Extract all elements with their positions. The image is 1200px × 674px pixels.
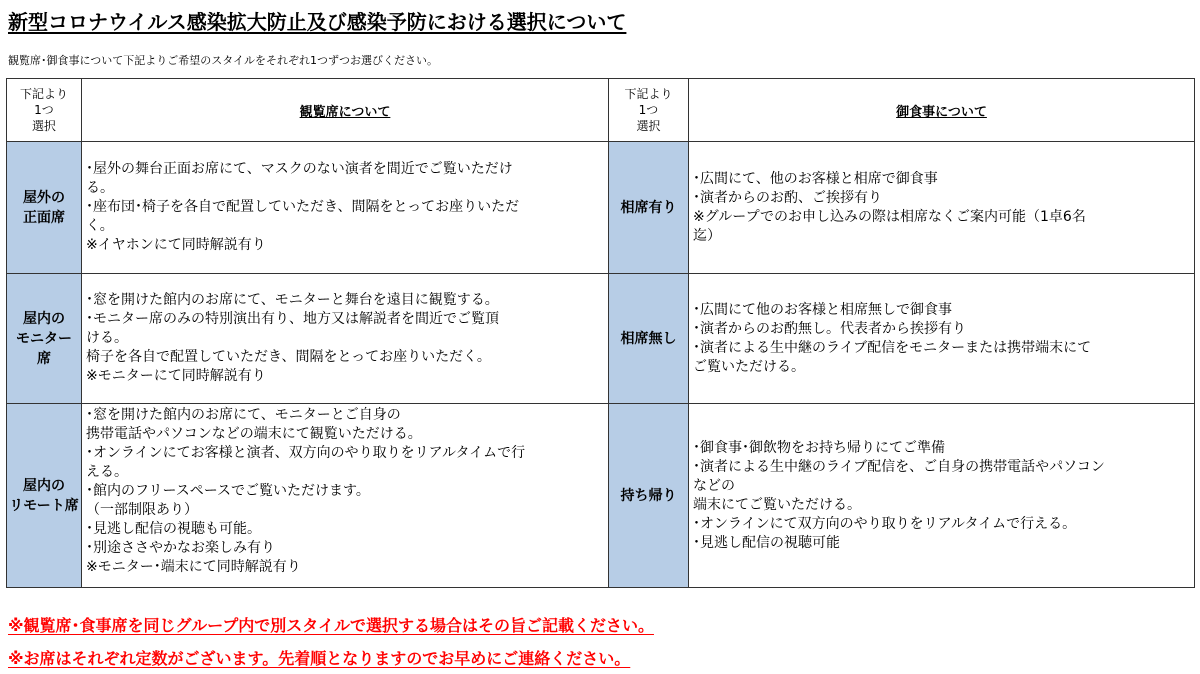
description-line: ※モニターにて同時解説有り <box>86 368 266 384</box>
description-line: ･見逃し配信の視聴も可能。 <box>86 521 261 537</box>
description-line: く。 <box>86 218 114 234</box>
description-line: ※モニター･端末にて同時解説有り <box>86 559 301 575</box>
table-header-row <box>7 79 1195 142</box>
description-line: ･座布団･椅子を各自で配置していただき、間隔をとってお座りいただ <box>86 199 520 215</box>
description-line: ご覧いただける。 <box>693 358 805 375</box>
description-line: ･演者による生中継のライブ配信を、ご自身の携帯電話やパソコン <box>693 458 1105 475</box>
seat-label: モニター <box>16 330 72 347</box>
dining-option-takeout: 持ち帰り <box>609 404 689 588</box>
dining-description <box>689 142 1195 274</box>
seat-option-outdoor-front <box>7 142 82 274</box>
seat-description <box>82 274 609 404</box>
dining-description <box>689 404 1195 588</box>
header-text: 1つ <box>638 103 659 117</box>
description-line: る。 <box>86 180 114 196</box>
description-line: ･屋外の舞台正面お席にて、マスクのない演者を間近でご覧いただけ <box>86 161 513 177</box>
notice-different-style: ※観覧席･食事席を同じグループ内で別スタイルで選択する場合はその旨ご記載ください。 <box>8 616 654 635</box>
description-line: ･広間にて、他のお客様と相席で御食事 <box>693 170 938 187</box>
description-line: 迄） <box>693 227 721 244</box>
seat-option-indoor-monitor <box>7 274 82 404</box>
select-one-header-right <box>609 79 689 142</box>
seat-label: 屋内の <box>23 310 65 327</box>
header-text: 選択 <box>31 119 56 133</box>
seat-label: リモート席 <box>9 497 79 514</box>
description-line: ･広間にて他のお客様と相席無しで御食事 <box>693 301 952 318</box>
description-line: ･別途ささやかなお楽しみ有り <box>86 540 275 556</box>
dining-option-shared-table: 相席有り <box>609 142 689 274</box>
description-line: （一部制限あり） <box>86 502 198 518</box>
selection-table <box>6 78 1195 588</box>
description-line: ※イヤホンにて同時解説有り <box>86 237 266 253</box>
description-line: 携帯電話やパソコンなどの端末にて観覧いただける。 <box>86 426 422 442</box>
seat-label: 屋内の <box>23 477 65 494</box>
select-one-header-left <box>7 79 82 142</box>
dining-option-no-shared-table: 相席無し <box>609 274 689 404</box>
header-text: 下記より <box>19 87 68 101</box>
description-line: ･窓を開けた館内のお席にて、モニターと舞台を遠目に観覧する。 <box>86 292 499 308</box>
description-line: ･モニター席のみの特別演出有り、地方又は解説者を間近でご覧頂 <box>86 311 499 327</box>
page-instruction: 観覧席･御食事について下記よりご希望のスタイルをそれぞれ1つずつお選びください。 <box>8 54 439 67</box>
description-line: ･演者からのお酌無し。代表者から挨拶有り <box>693 320 966 337</box>
description-line: ･御食事･御飲物をお持ち帰りにてご準備 <box>693 439 945 456</box>
description-line: ･窓を開けた館内のお席にて、モニターとご自身の <box>86 407 401 423</box>
dining-header: 御食事について <box>689 79 1195 142</box>
description-line: ける。 <box>86 330 128 346</box>
table-row <box>7 404 1195 588</box>
table-row <box>7 142 1195 274</box>
description-line: ･見逃し配信の視聴可能 <box>693 534 840 551</box>
viewing-seat-header: 観覧席について <box>82 79 609 142</box>
description-line: ･演者からのお酌、ご挨拶有り <box>693 189 882 206</box>
description-line: ･オンラインにて双方向のやり取りをリアルタイムで行える。 <box>693 515 1077 532</box>
description-line: 端末にてご覧いただける。 <box>693 496 861 513</box>
seat-description <box>82 142 609 274</box>
description-line: ※グループでのお申し込みの際は相席なくご案内可能（1卓6名 <box>693 208 1086 225</box>
page-title: 新型コロナウイルス感染拡大防止及び感染予防における選択について <box>8 10 627 34</box>
description-line: などの <box>693 477 735 494</box>
seat-description <box>82 404 609 588</box>
description-line: 椅子を各自で配置していただき、間隔をとってお座りいただく。 <box>86 349 491 365</box>
description-line: える。 <box>86 464 128 480</box>
header-text: 1つ <box>34 103 54 117</box>
dining-description <box>689 274 1195 404</box>
table-row <box>7 274 1195 404</box>
description-line: ･館内のフリースペースでご覧いただけます。 <box>86 483 370 499</box>
description-line: ･演者による生中継のライブ配信をモニターまたは携帯端末にて <box>693 339 1092 356</box>
seat-label: 屋外の <box>23 189 65 206</box>
header-text: 下記より <box>624 87 673 101</box>
seat-label: 正面席 <box>23 209 65 226</box>
seat-label: 席 <box>37 350 51 367</box>
header-text: 選択 <box>636 119 661 133</box>
description-line: ･オンラインにてお客様と演者、双方向のやり取りをリアルタイムで行 <box>86 445 526 461</box>
seat-option-indoor-remote <box>7 404 82 588</box>
notice-limited-seats: ※お席はそれぞれ定数がございます。先着順となりますのでお早めにご連絡ください。 <box>8 649 631 668</box>
